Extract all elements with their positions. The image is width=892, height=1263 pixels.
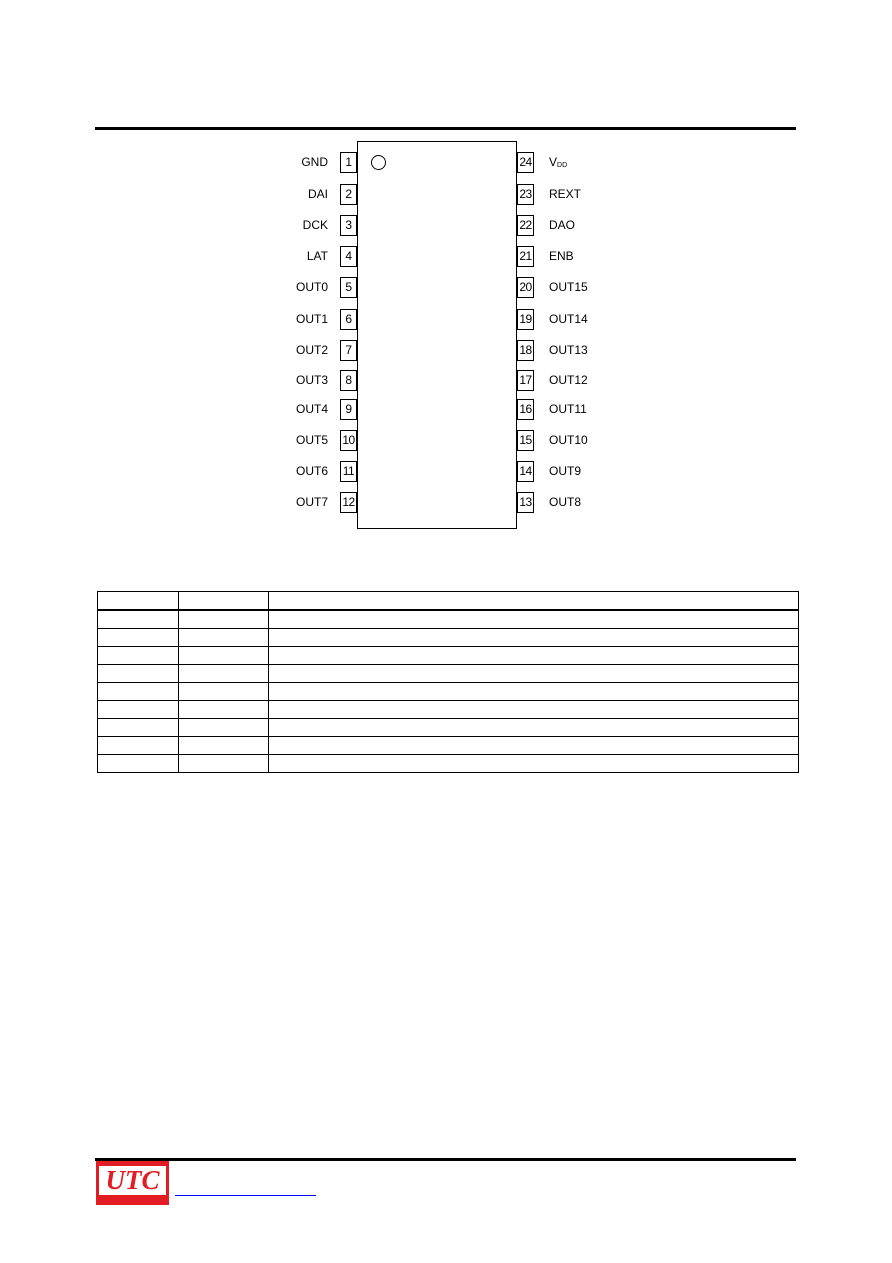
pin-label-10 bbox=[296, 433, 328, 447]
table-cell bbox=[269, 629, 799, 647]
pin-number-18: 18 bbox=[517, 340, 534, 361]
pin-label-20 bbox=[549, 280, 588, 294]
table-row bbox=[98, 683, 799, 701]
pin-name: GND bbox=[301, 155, 328, 169]
website-link[interactable] bbox=[175, 1195, 316, 1196]
table-cell bbox=[269, 737, 799, 755]
pin-number-2: 2 bbox=[340, 184, 357, 205]
pin-number-20: 20 bbox=[517, 277, 534, 298]
pin-number-15: 15 bbox=[517, 430, 534, 451]
pin-name: DCK bbox=[302, 218, 328, 232]
table-cell bbox=[179, 719, 269, 737]
pin-number-14: 14 bbox=[517, 461, 534, 482]
pin-number-4: 4 bbox=[340, 246, 357, 267]
table-cell bbox=[179, 647, 269, 665]
table-cell bbox=[269, 755, 799, 773]
pin-label-19 bbox=[549, 312, 588, 326]
pin-number-16: 16 bbox=[517, 399, 534, 420]
pin-configuration-diagram bbox=[0, 0, 892, 560]
pin-name: OUT2 bbox=[295, 343, 328, 357]
table-cell bbox=[98, 610, 179, 629]
pin-name: OUT14 bbox=[549, 312, 588, 326]
table-cell bbox=[269, 592, 799, 611]
pin-label-13 bbox=[549, 495, 581, 509]
pin-number-8: 8 bbox=[340, 370, 357, 391]
pin-label-18 bbox=[549, 343, 588, 357]
pin-label-23 bbox=[549, 187, 581, 201]
pin-name: OUT11 bbox=[549, 402, 587, 416]
pin-name: LAT bbox=[306, 249, 328, 263]
pin-number-9: 9 bbox=[340, 399, 357, 420]
pin-label-6 bbox=[296, 312, 328, 326]
pin-name: OUT9 bbox=[549, 464, 582, 478]
pin-number-6: 6 bbox=[340, 309, 357, 330]
table-cell bbox=[179, 610, 269, 629]
table-row bbox=[98, 755, 799, 773]
pin-number-1: 1 bbox=[340, 152, 357, 173]
table-cell bbox=[98, 701, 179, 719]
footer-rule bbox=[95, 1158, 796, 1161]
pin-name: V bbox=[549, 155, 558, 169]
pin-name: OUT8 bbox=[549, 495, 582, 509]
pin1-notch bbox=[371, 155, 386, 170]
pin-label-9 bbox=[296, 402, 328, 416]
pin-name: OUT15 bbox=[549, 280, 588, 294]
pin-name: ENB bbox=[549, 249, 574, 263]
table-row bbox=[98, 737, 799, 755]
pin-label-22 bbox=[549, 218, 575, 232]
pin-label-5 bbox=[296, 280, 328, 294]
table-row bbox=[98, 701, 799, 719]
pin-name: OUT7 bbox=[295, 495, 328, 509]
table-cell bbox=[98, 755, 179, 773]
pin-label-8 bbox=[296, 373, 328, 387]
pin-number-13: 13 bbox=[517, 492, 534, 513]
pin-name: OUT12 bbox=[549, 373, 588, 387]
table-cell bbox=[98, 665, 179, 683]
pin-label-12 bbox=[296, 495, 328, 509]
table-cell bbox=[98, 683, 179, 701]
pin-label-17 bbox=[549, 373, 588, 387]
pin-name: OUT13 bbox=[549, 343, 588, 357]
pin-label-14 bbox=[549, 464, 581, 478]
logo-text: UTC bbox=[105, 1165, 160, 1195]
pin-label-3 bbox=[303, 218, 328, 232]
table-row bbox=[98, 665, 799, 683]
table-cell bbox=[98, 629, 179, 647]
table-cell bbox=[269, 683, 799, 701]
table-cell bbox=[269, 665, 799, 683]
table-cell bbox=[98, 737, 179, 755]
pin-name: REXT bbox=[549, 187, 582, 201]
table-row bbox=[98, 610, 799, 629]
pin-number-12: 12 bbox=[340, 492, 357, 513]
table-cell bbox=[179, 737, 269, 755]
pin-label-11 bbox=[296, 464, 328, 478]
pin-name: OUT4 bbox=[295, 402, 328, 416]
table-row bbox=[98, 647, 799, 665]
table-cell bbox=[179, 592, 269, 611]
pin-number-23: 23 bbox=[517, 184, 534, 205]
table-cell bbox=[179, 683, 269, 701]
table-cell bbox=[269, 647, 799, 665]
pin-name: OUT1 bbox=[295, 312, 328, 326]
pin-number-11: 11 bbox=[340, 461, 357, 482]
table-row bbox=[98, 592, 799, 611]
table-row bbox=[98, 719, 799, 737]
pin-label-15 bbox=[549, 433, 588, 447]
pin-label-7 bbox=[296, 343, 328, 357]
pin-description-table bbox=[97, 591, 799, 773]
pin-label-24 bbox=[549, 155, 567, 173]
pin-name: DAI bbox=[307, 187, 328, 201]
pin-name: DAO bbox=[549, 218, 576, 232]
pin-label-16 bbox=[549, 402, 587, 416]
pin-name: OUT5 bbox=[295, 433, 328, 447]
table-row bbox=[98, 629, 799, 647]
pin-name-subscript: DD bbox=[557, 162, 568, 169]
pin-name: OUT10 bbox=[549, 433, 588, 447]
table-cell bbox=[179, 665, 269, 683]
table-cell bbox=[98, 592, 179, 611]
table-cell bbox=[179, 701, 269, 719]
table-cell bbox=[98, 719, 179, 737]
table-cell bbox=[179, 755, 269, 773]
pin-number-21: 21 bbox=[517, 246, 534, 267]
pin-label-2 bbox=[308, 187, 328, 201]
table-cell bbox=[269, 610, 799, 629]
table-cell bbox=[269, 719, 799, 737]
table-cell bbox=[179, 629, 269, 647]
pin-number-10: 10 bbox=[340, 430, 357, 451]
chip-body bbox=[357, 141, 517, 529]
pin-name: OUT0 bbox=[295, 280, 328, 294]
pin-number-3: 3 bbox=[340, 215, 357, 236]
pin-name: OUT6 bbox=[295, 464, 328, 478]
pin-label-4 bbox=[307, 249, 328, 263]
pin-name: OUT3 bbox=[295, 373, 328, 387]
table-cell bbox=[98, 647, 179, 665]
pin-number-17: 17 bbox=[517, 370, 534, 391]
pin-label-1 bbox=[301, 155, 328, 169]
pin-number-7: 7 bbox=[340, 340, 357, 361]
pin-number-22: 22 bbox=[517, 215, 534, 236]
pin-number-19: 19 bbox=[517, 309, 534, 330]
utc-logo bbox=[96, 1161, 169, 1205]
pin-number-24: 24 bbox=[517, 152, 534, 173]
pin-label-21 bbox=[549, 249, 574, 263]
table-cell bbox=[269, 701, 799, 719]
pin-number-5: 5 bbox=[340, 277, 357, 298]
